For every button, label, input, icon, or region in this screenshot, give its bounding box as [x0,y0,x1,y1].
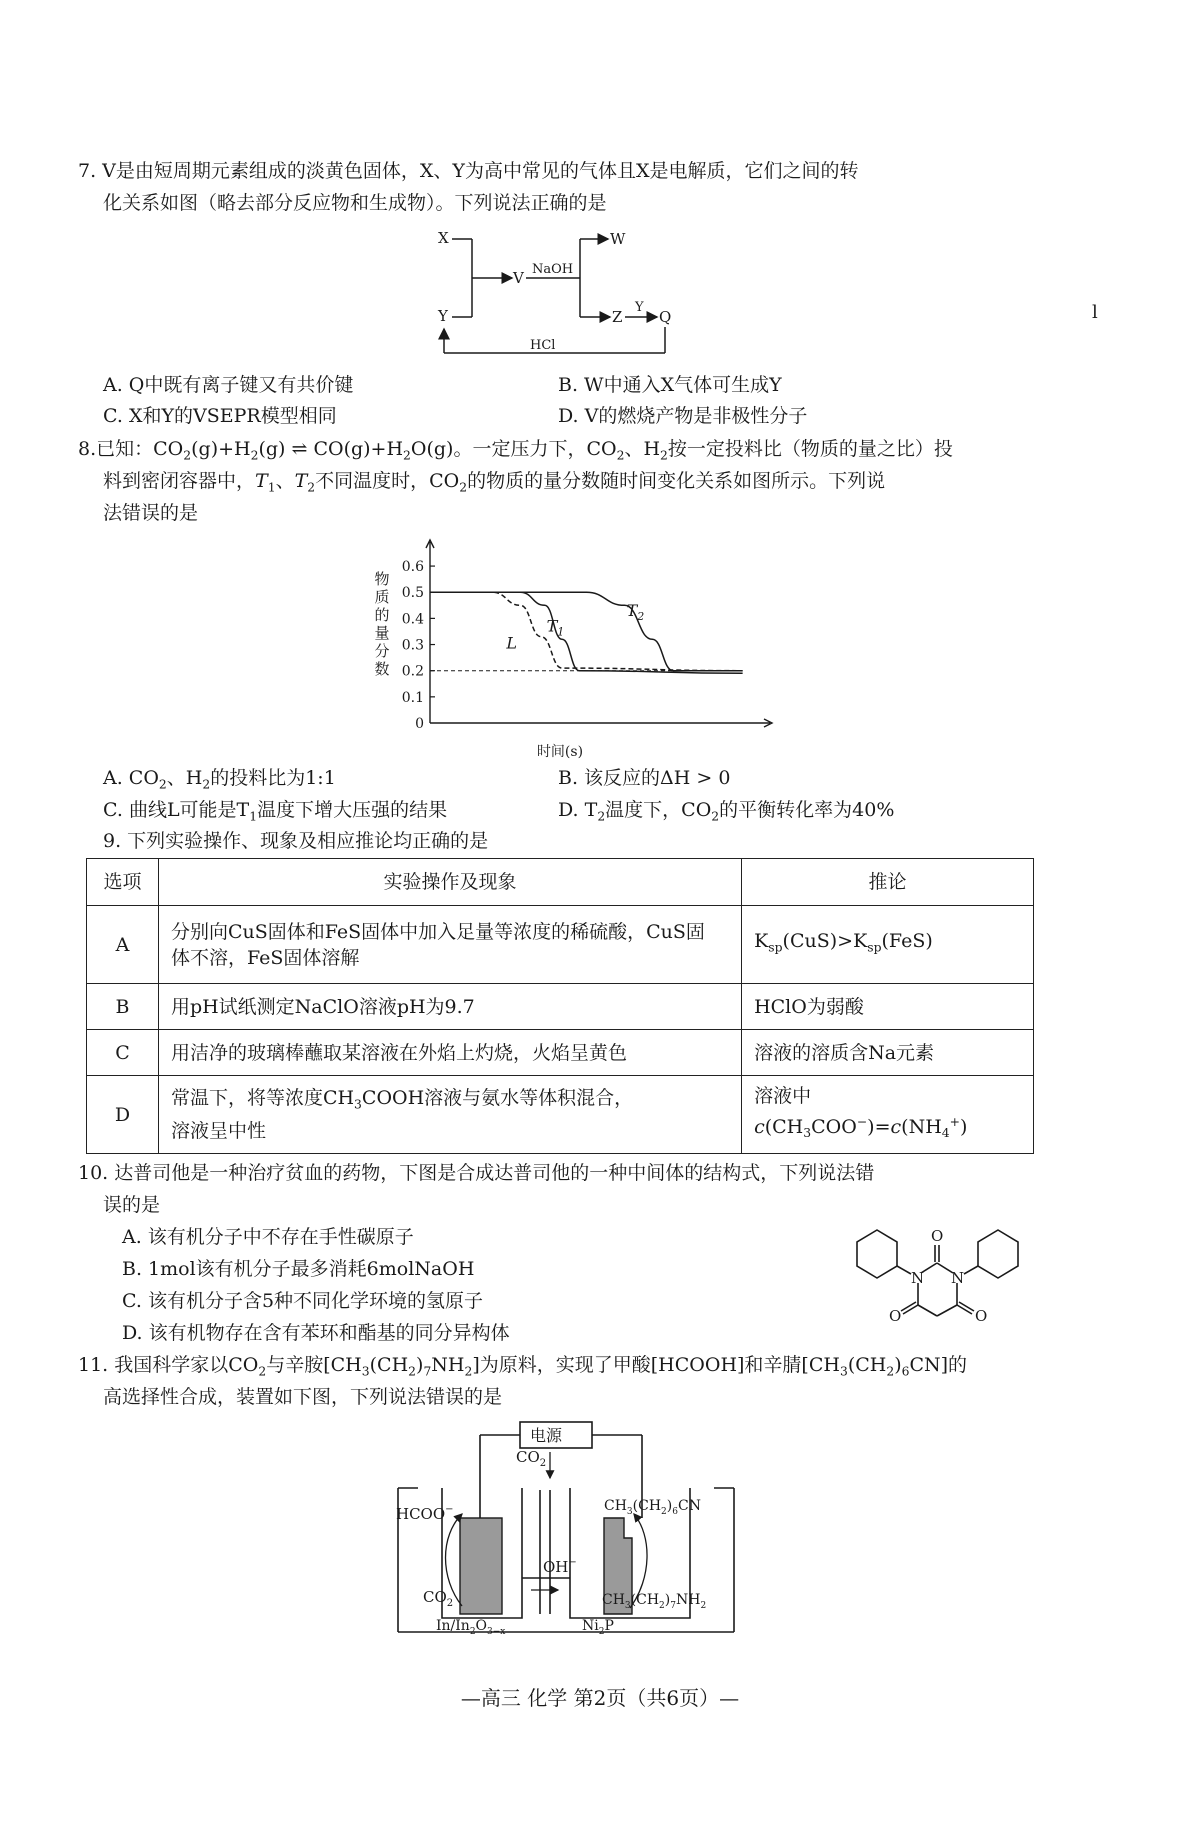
device-co2-top: $CO_2$ [516,1448,547,1469]
q8-stem-line2: 料到密闭容器中，$T_1$、$T_2$不同温度时，$CO_2$的物质的量分数随时间变化关系如图所示。下列说 [103,470,886,495]
y-tick-label: 0 [415,716,424,732]
device-power-label: 电源 [530,1426,563,1445]
q8-option-b: B. 该反应的ΔH > 0 [558,767,731,789]
q9-table [86,858,1034,1154]
structure-n-left: N [911,1269,925,1287]
y-tick-label: 0.1 [401,689,424,706]
q7-label-x: X [438,229,449,247]
y-axis-label-char: 物 [374,570,390,588]
y-axis-label-char: 量 [374,624,390,642]
y-axis-label-char: 数 [374,660,390,678]
structure-o-left: O [889,1307,902,1325]
table-row [87,984,1034,1030]
q10-option-a: A. 该有机分子中不存在手性碳原子 [122,1226,414,1248]
series-line-t1 [430,592,743,673]
q7-option-c: C. X和Y的VSEPR模型相同 [103,405,337,427]
series-line-l [430,592,743,670]
q7-label-v: V [513,269,524,287]
q7-label-w: W [610,230,626,248]
device-reactant-right: $CH_3(CH_2)_7NH_2$ [602,1592,707,1611]
y-tick-label: 0.4 [401,611,424,628]
q10-stem-line1: 10. 达普司他是一种治疗贫血的药物，下图是合成达普司他的一种中间体的结构式，下列说法错 [78,1162,875,1184]
q8-stem-line3: 法错误的是 [103,502,199,524]
table-row [87,906,1034,984]
y-tick-label: 0.6 [401,559,424,576]
q10-option-d: D. 该有机物存在含有苯环和酯基的同分异构体 [122,1322,510,1344]
device-co2-left: $CO_2$ [423,1588,454,1609]
table-cell-option: A [87,906,159,984]
y-axis-label-char: 的 [374,606,390,624]
table-row [87,1030,1034,1076]
device-product-right: $CH_3(CH_2)_6CN$ [604,1498,701,1517]
y-axis-label-char: 质 [374,588,390,606]
q11-stem-line2: 高选择性合成，装置如下图，下列说法错误的是 [103,1386,503,1408]
series-line-t2 [430,592,743,670]
table-cell-operation: 常温下，将等浓度$CH_3COOH$溶液与氨水等体积混合， 溶液呈中性 [158,1076,741,1154]
q7-option-b: B. W中通入X气体可生成Y [558,374,782,396]
page-footer: —高三 化学 第2页（共6页）— [460,1686,740,1710]
q7-label-y2: Y [635,300,644,315]
q7-label-z: Z [612,308,623,326]
device-hcoo-label: HCOO− [396,1504,454,1523]
stray-mark: l [1092,302,1098,323]
table-cell-option: B [87,984,159,1030]
q7-label-naoh: NaOH [532,262,574,277]
q8-stem-line1: 8.已知：$CO_2(g)+H_2(g)$ ⇌ $CO(g)+H_2O(g)$。一定压力下，$CO_2$、$H_2$按一定投料比（物质的量之比）投 [78,438,953,463]
series-label-t1: $T_1$ [546,616,565,639]
q7-conversion-diagram [420,225,720,360]
q7-stem-line2: 化关系如图（略去部分反应物和生成物）。下列说法正确的是 [103,192,607,214]
table-header-cell: 实验操作及现象 [158,859,741,906]
q7-label-q: Q [659,308,672,326]
device-left-electrode: $In/In_2O_{3-x}$ [436,1618,506,1637]
table-header-row [87,859,1034,906]
q11-electrolysis-device [390,1418,740,1648]
q7-option-a: A. Q中既有离子键又有共价键 [103,374,354,396]
q7-option-d: D. V的燃烧产物是非极性分子 [558,405,808,427]
q10-stem-line2: 误的是 [103,1194,161,1216]
q10-option-c: C. 该有机分子含5种不同化学环境的氢原子 [122,1290,484,1312]
q7-label-y: Y [438,307,448,325]
table-cell-conclusion: 溶液的溶质含Na元素 [742,1030,1034,1076]
y-tick-label: 0.5 [401,585,424,602]
y-tick-label: 0.3 [401,637,424,654]
table-cell-option: C [87,1030,159,1076]
q8-option-a: A. $CO_2$、$H_2$的投料比为1:1 [103,767,336,792]
table-cell-operation: 分别向CuS固体和FeS固体中加入足量等浓度的稀硫酸，CuS固体不溶，FeS固体溶解 [158,906,741,984]
q7-stem-line1: 7. V是由短周期元素组成的淡黄色固体，X、Y为高中常见的气体且X是电解质，它们之间的转 [78,160,859,182]
structure-n-right: N [951,1269,965,1287]
q10-option-b: B. 1mol该有机分子最多消耗6molNaOH [122,1258,475,1280]
q8-chart [360,538,780,763]
table-cell-conclusion: HClO为弱酸 [742,984,1034,1030]
x-axis-label: 时间(s) [536,744,584,760]
table-cell-conclusion: 溶液中$c(CH_3COO^-)=c(NH_4^+)$ [742,1076,1034,1154]
q10-structure [845,1215,1030,1335]
structure-o-top: O [931,1227,944,1245]
q8-option-c: C. 曲线L可能是$T_1$温度下增大压强的结果 [103,799,448,824]
table-row [87,1076,1034,1154]
device-oh-label: OH− [543,1557,577,1576]
table-cell-option: D [87,1076,159,1154]
table-header-cell: 推论 [742,859,1034,906]
series-label-l: L [506,633,518,653]
q9-stem: 9. 下列实验操作、现象及相应推论均正确的是 [103,830,489,852]
device-right-electrode: $Ni_2P$ [582,1618,614,1637]
structure-o-right: O [975,1307,988,1325]
table-header-cell: 选项 [87,859,159,906]
q7-label-hcl: HCl [530,338,556,353]
q8-option-d: D. $T_2$温度下，$CO_2$的平衡转化率为40% [558,799,895,824]
series-label-t2: $T_2$ [626,600,645,623]
table-cell-conclusion: $K_{sp}(CuS)>K_{sp}(FeS)$ [742,906,1034,984]
q11-stem-line1: 11. 我国科学家以$CO_2$与辛胺$[CH_3(CH_2)_7NH_2]$为原料，实现了甲酸[HCOOH]和辛腈$[CH_3(CH_2)_6CN]$的 [78,1354,968,1379]
table-cell-operation: 用洁净的玻璃棒蘸取某溶液在外焰上灼烧，火焰呈黄色 [158,1030,741,1076]
y-axis-label-char: 分 [374,642,390,660]
y-tick-label: 0.2 [401,663,424,680]
table-cell-operation: 用pH试纸测定NaClO溶液pH为9.7 [158,984,741,1030]
